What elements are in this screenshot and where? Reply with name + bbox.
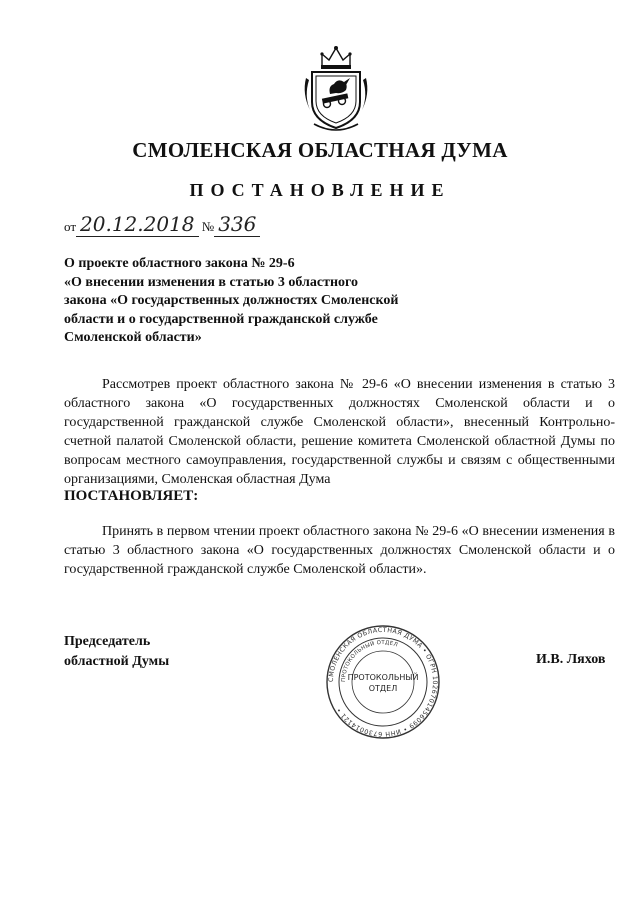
subject-line: области и о государственной гражданской службе (64, 311, 378, 327)
subject-line: закона «О государственных должностях Смоленской (64, 293, 399, 308)
subject-line: Смоленской области» (64, 330, 202, 345)
date-prefix: от (64, 219, 77, 234)
coat-of-arms-icon (300, 44, 372, 132)
official-seal-stamp (325, 624, 441, 740)
number-prefix: № (201, 219, 215, 234)
signatory-title-line: областной Думы (64, 654, 170, 669)
signatory-name: И.В. Ляхов (536, 652, 606, 667)
resolve-heading: ПОСТАНОВЛЯЕТ: (64, 488, 199, 504)
preamble-paragraph: Рассмотрев проект областного закона № 29-6 «О внесении изменения в статью 3 областного закона «О государственных должностях Смоленской области и о государственной гражданской службе Смоленской области», внесенный Контрольно-счетной палатой Смоленской области, решение комитета Смоленской областной Думы по вопросам местного самоуправления, государственной службы и связям с общественными организациями, Смоленская областная Дума (64, 377, 615, 487)
stamp-inner-text: ПРОТОКОЛЬНЫЙ ОТДЕЛ (340, 639, 399, 683)
document-type-heading: ПОСТАНОВЛЕНИЕ (189, 180, 451, 200)
handwritten-number: 336 (214, 212, 260, 237)
signatory-title-line: Председатель (64, 634, 151, 649)
subject-line: О проекте областного закона № 29-6 (64, 256, 295, 271)
date-number-line (64, 212, 260, 236)
organization-title: СМОЛЕНСКАЯ ОБЛАСТНАЯ ДУМА (132, 138, 508, 162)
handwritten-date: 20.12.2018 (76, 212, 199, 237)
stamp-center-line: ПРОТОКОЛЬНЫЙ (347, 673, 419, 682)
document-subject (64, 255, 444, 348)
stamp-outer-text: СМОЛЕНСКАЯ ОБЛАСТНАЯ ДУМА • ОГРН 1026701456099 • ИНН 6730014121 • (326, 625, 440, 739)
signatory-title (64, 632, 169, 672)
subject-line: «О внесении изменения в статью 3 областного (64, 274, 359, 290)
resolution-paragraph: Принять в первом чтении проект областного закона № 29-6 «О внесении изменения в статью 3 областного закона «О государственных должностях Смоленской области и о государственной гражданской службе Смоленской области». (64, 524, 615, 577)
stamp-center-line: ОТДЕЛ (368, 684, 398, 693)
